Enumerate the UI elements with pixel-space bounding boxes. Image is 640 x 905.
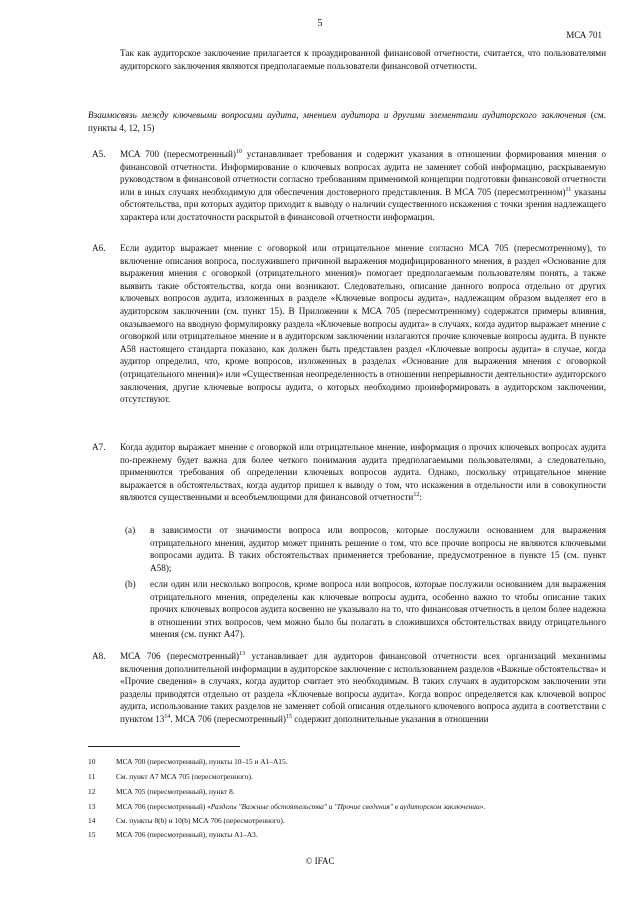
footnote-14	[88, 816, 285, 825]
paragraph-a6: Если аудитор выражает мнение с оговоркой или отрицательное мнение согласно МСА 705 (пересмотренному), то включение описания вопроса, послужившего причиной выражения модифицированного мнения, в раздел «Основание для выражения мнения с оговоркой (отрицательного мнения)» помогает предполагаемым пользователям понять, а также выявить такие обстоятельства, когда они возникают. Следовательно, описание данного вопроса отдельно от других ключевых вопросов аудита, изложенных в разделе «Ключевые вопросы аудита», надлежащим образом выделяет его в аудиторском заключении (см. пункт 15). В Приложении к МСА 705 (пересмотренному) содержатся примеры влияния, оказываемого на вводную формулировку раздела «Ключевые вопросы аудита» в случаях, когда аудитор выражает мнение с оговоркой или отрицательное мнение и в аудиторском заключении излагаются прочие ключевые вопросы аудита. В пункте A58 настоящего стандарта показано, как должен быть представлен раздел «Ключевые вопросы аудита» в случае, когда аудитор определил, что, кроме вопросов, изложенных в разделах «Основание для выражения мнения с оговоркой (отрицательного мнения)» или «Существенная неопределенность в отношении непрерывности деятельности» аудиторского заключения, другие ключевые вопросы аудита, о которых необходимо проинформировать в аудиторском заключении, отсутствуют.	[120, 243, 606, 405]
a8-text-3: . МСА 706 (пересмотренный)	[170, 713, 286, 724]
a7-text-1: Когда аудитор выражает мнение с оговоркой или отрицательное мнение, информация о прочих ключевых вопросах аудита по-прежнему будет важна для более четкого понимания аудита предполагаемыми пользователями, а следовательно, применяются требования об определении ключевых вопросов аудита. Однако, поскольку отрицательное мнение выражается в обстоятельствах, когда аудитор пришел к выводу о том, что искажения в отдельности или в совокупности являются существенными и всеобъемлющими для финансовой отчетности	[120, 442, 606, 503]
a7-text-2: :	[419, 492, 422, 503]
a8-text-4: содержит дополнительные указания в отношении	[291, 713, 489, 724]
footnote-number: 10	[88, 757, 96, 766]
para-label-a5: A5.	[92, 149, 106, 159]
para-label-a7: A7.	[92, 442, 106, 452]
footnote-13	[88, 802, 485, 811]
footnote-11	[88, 772, 253, 781]
sub-label-b: (b)	[125, 579, 136, 589]
footnote-number: 14	[88, 816, 96, 825]
section-title: Взаимосвязь между ключевыми вопросами аудита, мнением аудитора и другими элементами аудиторского заключения	[88, 110, 587, 120]
a5-text-3: указаны обстоятельства, при которых аудитор приходит к выводу о наличии существенного искажения с точки зрения надлежащего характера или достаточности раскрытой в финансовой отчетности информации.	[120, 186, 607, 222]
footnote-text: См. пункт A7 МСА 705 (пересмотренного).	[116, 772, 253, 781]
footnote-text: МСА 706 (пересмотренный), пункты A1–A3.	[116, 830, 258, 839]
footnote-text: МСА 706 (пересмотренный) «	[116, 802, 211, 811]
footnote-ref-10: 10	[235, 148, 242, 155]
footnote-text: МСА 700 (пересмотренный), пункты 10–15 и A1–A15.	[116, 757, 288, 766]
footnote-ref-11: 11	[565, 186, 572, 193]
section-ref: (см. пункты 4, 12, 15)	[88, 110, 607, 133]
footnote-10	[88, 757, 288, 766]
footnote-text: См. пункты 8(b) и 10(b) МСА 706 (пересмотренного).	[116, 816, 285, 825]
a5-text-2: устанавливает требования и содержит указания в отношении формирования мнения о финансовой отчетности. Информирование о ключевых вопросах аудита не заменяет собой информацию, раскрываемую руководством в финансовой отчетности согласно требованиям применимой концепции подготовки финансовой отчетности или в иных случаях необходимую для обеспечения достоверного представления. В МСА 705 (пересмотренном)	[120, 149, 606, 197]
para-label-a8: A8.	[92, 651, 106, 661]
a8-text-2: устанавливает для аудиторов финансовой отчетности всех организаций механизмы включения дополнительной информации в аудиторское заключение с использованием разделов «Важные обстоятельства» и «Прочие сведения» в случаях, когда аудитор считает это необходимым. В таких случаях в аудиторском заключении эти разделы приводятся отдельно от раздела «Ключевые вопросы аудита». Когда вопрос определяется как ключевой вопрос аудита, использование таких разделов не заменяет собой описания отдельного ключевого вопроса аудита в соответствии с пунктом 13	[120, 651, 606, 724]
footnote-ref-14: 14	[164, 713, 171, 720]
footnote-number: 11	[88, 772, 96, 781]
sub-item-b: если один или несколько вопросов, кроме вопроса или вопросов, которые послужили основанием для выражения отрицательного мнения, определены как ключевые вопросы аудита, особенно важно то чтобы описание таких прочих ключевых вопросов аудита косвенно не указывало на то, что финансовая отчетность в целом более надежна в отношении этих вопросов, чем можно было бы полагать в сложившихся обстоятельствах ввиду отрицательного мнения (см. пункт A47).	[150, 579, 606, 640]
page-number: 5	[317, 18, 323, 29]
sub-item-a: в зависимости от значимости вопроса или вопросов, которые послужили основанием для выражения отрицательного мнения, аудитор может принять решение о том, что все прочие вопросы не являются ключевыми вопросами аудита. В таких обстоятельствах применяется требование, предусмотренное в пункте 15 (см. пункт A58);	[150, 525, 606, 573]
footnote-15	[88, 830, 258, 839]
footnote-number: 15	[88, 830, 96, 839]
sub-label-a: (a)	[125, 525, 136, 535]
footnote-divider	[88, 746, 240, 747]
section-heading	[88, 109, 606, 134]
a8-text-1: МСА 706 (пересмотренный)	[120, 651, 240, 661]
footnote-text-end: ».	[479, 802, 486, 811]
footnote-ref-12: 12	[413, 492, 420, 499]
standard-header: МСА 701	[566, 30, 602, 40]
footnote-text: МСА 705 (пересмотренный), пункт 8.	[116, 787, 235, 796]
footnote-ref-13: 13	[239, 650, 246, 657]
para-label-a6: A6.	[92, 243, 106, 253]
paragraph-a8	[120, 650, 606, 726]
footnote-12	[88, 787, 235, 796]
footnote-number: 13	[88, 802, 96, 811]
a5-text-1: МСА 700 (пересмотренный)	[120, 149, 236, 159]
paragraph-a5	[120, 148, 606, 224]
footnote-ref-15: 15	[285, 713, 292, 720]
page-footer: © IFAC	[305, 856, 335, 866]
paragraph-a7	[120, 441, 606, 504]
footnote-number: 12	[88, 787, 96, 796]
intro-paragraph: Так как аудиторское заключение прилагается к проаудированной финансовой отчетности, считается, что пользователями аудиторского заключения являются предполагаемые пользователи финансовой отчетности.	[120, 48, 606, 71]
footnote-italic-text: Разделы "Важные обстоятельства" и "Прочие сведения" в аудиторском заключении	[210, 802, 480, 811]
